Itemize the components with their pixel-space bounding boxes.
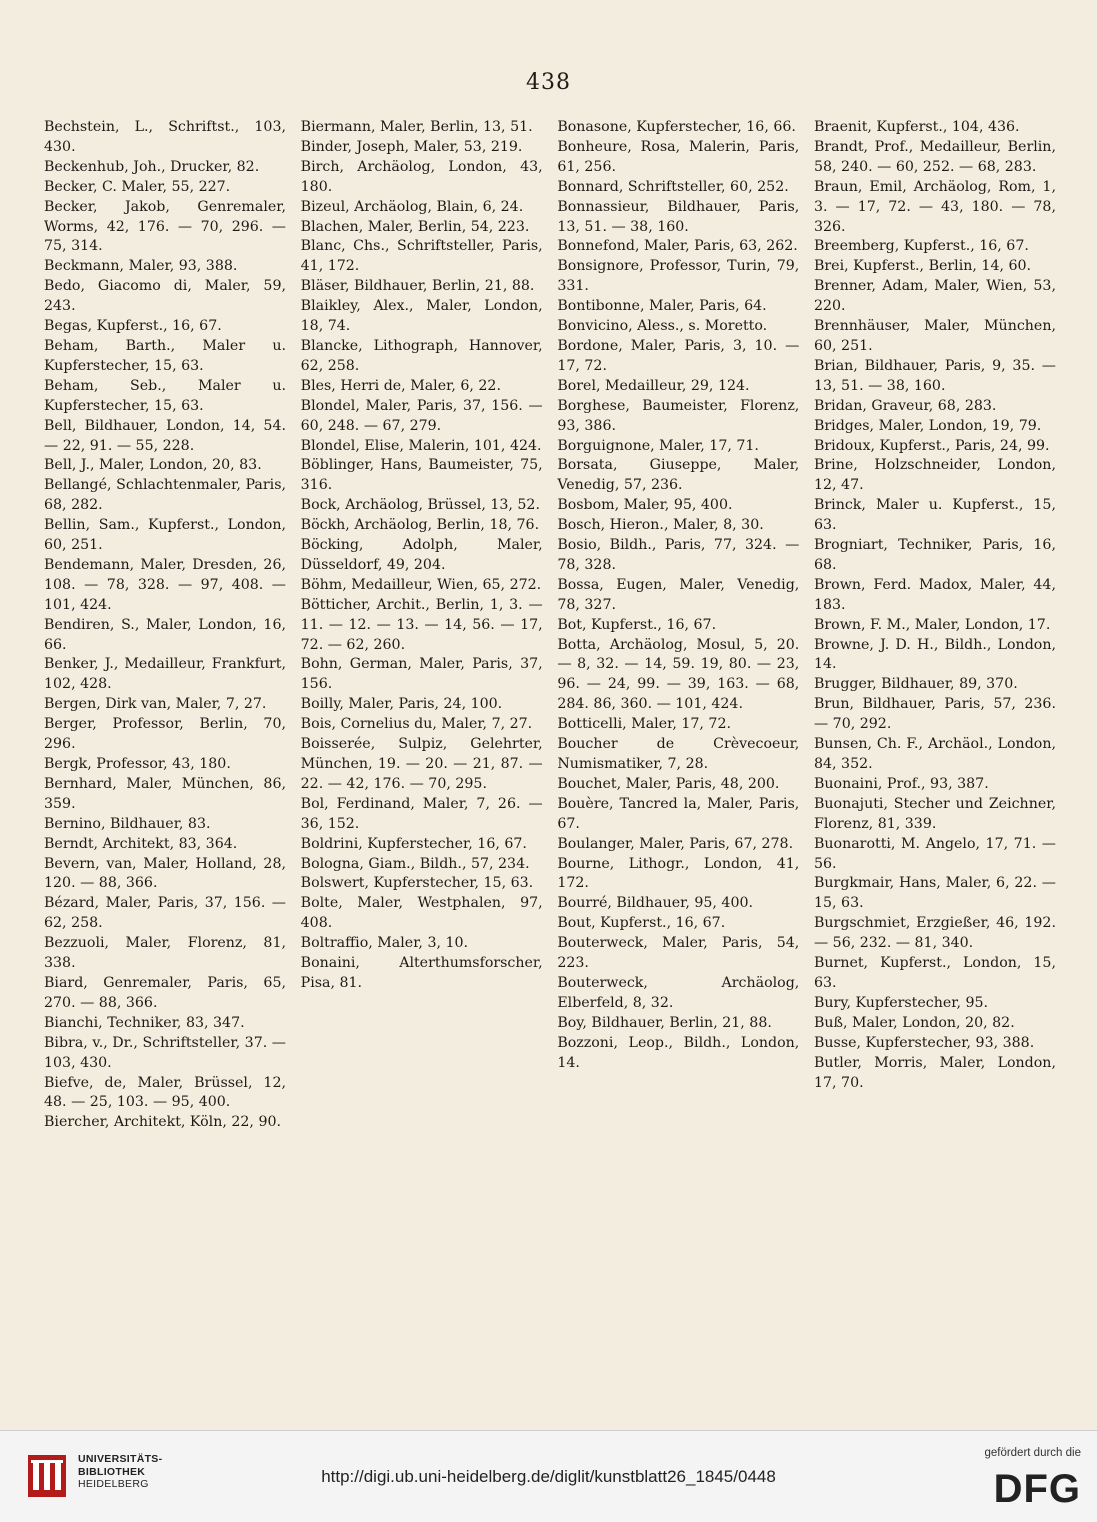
index-entry: Bizeul, Archäolog, Blain, 6, 24. [300, 198, 524, 215]
index-entry: Bonasone, Kupferstecher, 16, 66. [557, 119, 796, 135]
index-entry: Bergk, Professor, 43, 180. [44, 756, 231, 772]
index-entry: Bézard, Maler, Paris, 37, 156. — 62, 258. [44, 895, 286, 932]
index-entry: Bonvicino, Aless., s. Moretto. [557, 318, 768, 335]
index-entry: Benker, J., Medailleur, Frankfurt, 102, 428. [44, 656, 286, 693]
index-entry: Bell, Bildhauer, London, 14, 54. — 22, 91. — 55, 228. [44, 417, 286, 454]
index-entry: Butler, Morris, Maler, London, 17, 70. [813, 1054, 1056, 1091]
index-entry: Brun, Bildhauer, Paris, 57, 236. — 70, 292. [813, 696, 1056, 733]
index-entry: Bridges, Maler, London, 19, 79. [813, 417, 1042, 434]
index-entry: Boucher de Crèvecoeur, Numismatiker, 7, 28. [557, 736, 800, 772]
index-entry: Bourne, Lithogr., London, 41, 172. [557, 855, 800, 892]
index-entry: Blachen, Maler, Berlin, 54, 223. [300, 218, 530, 235]
index-entry: Braenit, Kupferst., 104, 436. [813, 119, 1020, 135]
index-entry: Blancke, Lithograph, Hannover, 62, 258. [300, 337, 543, 374]
index-entry: Burgkmair, Hans, Maler, 6, 22. — 15, 63. [813, 875, 1056, 912]
dfg-logo: DFG [993, 1467, 1081, 1511]
index-entry: Bonaini, Alterthumsforscher, Pisa, 81. [300, 955, 543, 991]
index-entry: Bevern, van, Maler, Holland, 28, 120. — 88, 366. [44, 855, 286, 892]
index-entry: Biercher, Architekt, Köln, 22, 90. [44, 1114, 282, 1131]
index-entry: Brian, Bildhauer, Paris, 9, 35. — 13, 51. — 38, 160. [813, 357, 1056, 394]
index-entry: Bridoux, Kupferst., Paris, 24, 99. [813, 437, 1050, 454]
index-entry: Buonarotti, M. Angelo, 17, 71. — 56. [813, 835, 1056, 872]
sponsor-caption: gefördert durch die [984, 1447, 1081, 1459]
index-entry: Bechstein, L., Schriftst., 103, 430. [44, 119, 286, 155]
index-entry: Bergen, Dirk van, Maler, 7, 27. [44, 696, 267, 713]
index-entry: Bouchet, Maler, Paris, 48, 200. [557, 775, 780, 792]
index-entry: Beckmann, Maler, 93, 388. [44, 258, 238, 275]
index-entry: Bedo, Giacomo di, Maler, 59, 243. [44, 278, 286, 315]
permalink-url[interactable]: http://digi.ub.uni-heidelberg.de/diglit/kunstblatt26_1845/0448 [321, 1467, 776, 1486]
index-entry: Bol, Ferdinand, Maler, 7, 26. — 36, 152. [300, 795, 543, 832]
index-entry: Bolte, Maler, Westphalen, 97, 408. [300, 895, 543, 932]
index-column-3 [557, 118, 799, 1418]
index-entry: Brandt, Prof., Medailleur, Berlin, 58, 240. — 60, 252. — 68, 283. [813, 138, 1056, 175]
index-entry: Böcking, Adolph, Maler, Düsseldorf, 49, 204. [300, 537, 543, 573]
index-entry: Bendiren, S., Maler, London, 16, 66. [44, 616, 286, 653]
index-entry: Brennhäuser, Maler, München, 60, 251. [813, 318, 1056, 354]
index-entry: Böckh, Archäolog, Berlin, 18, 76. [300, 517, 540, 534]
index-entry: Biermann, Maler, Berlin, 13, 51. [300, 119, 533, 135]
index-entry: Borel, Medailleur, 29, 124. [557, 377, 750, 394]
index-entry: Bläser, Bildhauer, Berlin, 21, 88. [300, 278, 535, 295]
index-entry: Beckenhub, Joh., Drucker, 82. [44, 158, 260, 175]
index-entry: Boltraffio, Maler, 3, 10. [300, 935, 469, 952]
index-entry: Biard, Genremaler, Paris, 65, 270. — 88, 366. [44, 974, 286, 1011]
index-entry: Bordone, Maler, Paris, 3, 10. — 17, 72. [557, 337, 800, 374]
index-entry: Blanc, Chs., Schriftsteller, Paris, 41, 172. [300, 238, 543, 275]
index-entry: Bernino, Bildhauer, 83. [44, 815, 211, 832]
index-entry: Bock, Archäolog, Brüssel, 13, 52. [300, 497, 540, 514]
index-columns [44, 118, 1056, 1418]
page-number: 438 [526, 70, 571, 95]
index-entry: Bonnefond, Maler, Paris, 63, 262. [557, 238, 798, 255]
index-entry: Buonaini, Prof., 93, 387. [813, 775, 989, 792]
index-column-2 [301, 118, 543, 1418]
index-entry: Bouterweck, Archäolog, Elberfeld, 8, 32. [557, 974, 800, 1011]
index-entry: Berndt, Architekt, 83, 364. [44, 835, 238, 852]
index-entry: Browne, J. D. H., Bildh., London, 14. [813, 636, 1056, 673]
index-entry: Bosbom, Maler, 95, 400. [557, 497, 733, 514]
index-entry: Brogniart, Techniker, Paris, 16, 68. [813, 537, 1056, 573]
index-entry: Boulanger, Maler, Paris, 67, 278. [557, 835, 794, 852]
index-entry: Brei, Kupferst., Berlin, 14, 60. [813, 258, 1032, 275]
index-entry: Blondel, Elise, Malerin, 101, 424. [300, 437, 542, 454]
index-entry: Boldrini, Kupferstecher, 16, 67. [300, 835, 527, 852]
index-entry: Burgschmiet, Erzgießer, 46, 192. — 56, 232. — 81, 340. [813, 915, 1056, 952]
index-entry: Bonsignore, Professor, Turin, 79, 331. [557, 258, 800, 295]
index-entry: Bles, Herri de, Maler, 6, 22. [300, 377, 501, 394]
index-entry: Blaikley, Alex., Maler, London, 18, 74. [300, 298, 543, 335]
index-entry: Berger, Professor, Berlin, 70, 296. [44, 716, 286, 753]
index-entry: Bellin, Sam., Kupferst., London, 60, 251. [44, 517, 286, 554]
index-entry: Bellangé, Schlachtenmaler, Paris, 68, 282. [44, 477, 286, 514]
index-entry: Bouère, Tancred la, Maler, Paris, 67. [557, 795, 800, 832]
index-entry: Bonheure, Rosa, Malerin, Paris, 61, 256. [557, 138, 800, 175]
index-entry: Botticelli, Maler, 17, 72. [557, 716, 731, 733]
index-entry: Bernhard, Maler, München, 86, 359. [44, 775, 286, 812]
institution-line-3: HEIDELBERG [78, 1478, 149, 1490]
index-entry: Boisserée, Sulpiz, Gelehrter, München, 19. — 20. — 21, 87. — 22. — 42, 176. — 70, 295. [300, 736, 543, 792]
index-entry: Bell, J., Maler, London, 20, 83. [44, 457, 262, 474]
index-entry: Busse, Kupferstecher, 93, 388. [813, 1034, 1035, 1051]
index-entry: Blondel, Maler, Paris, 37, 156. — 60, 248. — 67, 279. [300, 397, 543, 434]
index-entry: Bridan, Graveur, 68, 283. [813, 397, 997, 414]
index-entry: Borsata, Giuseppe, Maler, Venedig, 57, 236. [557, 457, 800, 494]
index-entry: Biefve, de, Maler, Brüssel, 12, 48. — 25, 103. — 95, 400. [44, 1074, 286, 1111]
index-entry: Buß, Maler, London, 20, 82. [813, 1014, 1015, 1031]
index-entry: Brinck, Maler u. Kupferst., 15, 63. [813, 497, 1056, 534]
index-entry: Bot, Kupferst., 16, 67. [557, 616, 717, 633]
index-entry: Bendemann, Maler, Dresden, 26, 108. — 78, 328. — 97, 408. — 101, 424. [44, 556, 286, 613]
index-entry: Brine, Holzschneider, London, 12, 47. [813, 457, 1056, 494]
index-entry: Bötticher, Archit., Berlin, 1, 3. — 11. — 12. — 13. — 14, 56. — 17, 72. — 62, 260. [300, 596, 543, 653]
index-entry: Böblinger, Hans, Baumeister, 75, 316. [300, 457, 543, 494]
index-entry: Burnet, Kupferst., London, 15, 63. [813, 955, 1056, 991]
institution-line-2: BIBLIOTHEK [78, 1465, 146, 1478]
index-entry: Buonajuti, Stecher und Zeichner, Florenz, 81, 339. [813, 795, 1056, 832]
index-entry: Boy, Bildhauer, Berlin, 21, 88. [557, 1014, 772, 1031]
index-entry: Bonnard, Schriftsteller, 60, 252. [557, 178, 789, 195]
viewer-footer [0, 1430, 1097, 1522]
index-entry: Beham, Barth., Maler u. Kupferstecher, 15, 63. [44, 337, 286, 374]
institution-line-1: UNIVERSITÄTS- [78, 1453, 163, 1465]
index-entry: Begas, Kupferst., 16, 67. [44, 318, 222, 335]
index-entry: Breemberg, Kupferst., 16, 67. [813, 238, 1029, 255]
index-entry: Bibra, v., Dr., Schriftsteller, 37. — 103, 430. [44, 1034, 286, 1071]
index-entry: Bossa, Eugen, Maler, Venedig, 78, 327. [557, 576, 800, 613]
index-entry: Brugger, Bildhauer, 89, 370. [813, 676, 1018, 693]
index-entry: Bunsen, Ch. F., Archäol., London, 84, 352. [813, 736, 1056, 772]
index-entry: Becker, C. Maler, 55, 227. [44, 178, 231, 195]
index-entry: Braun, Emil, Archäolog, Rom, 1, 3. — 17, 72. — 43, 180. — 78, 326. [813, 178, 1056, 235]
index-entry: Birch, Archäolog, London, 43, 180. [300, 158, 543, 195]
index-entry: Bohn, German, Maler, Paris, 37, 156. [300, 656, 543, 693]
index-entry: Bury, Kupferstecher, 95. [813, 994, 989, 1011]
index-entry: Bolswert, Kupferstecher, 15, 63. [300, 875, 534, 892]
index-entry: Bourré, Bildhauer, 95, 400. [557, 895, 754, 912]
index-entry: Bosio, Bildh., Paris, 77, 324. — 78, 328. [557, 537, 800, 573]
index-entry: Binder, Joseph, Maler, 53, 219. [300, 138, 523, 155]
index-entry: Brown, F. M., Maler, London, 17. [813, 616, 1051, 633]
index-entry: Borguignone, Maler, 17, 71. [557, 437, 759, 454]
index-entry: Becker, Jakob, Genremaler, Worms, 42, 176. — 70, 296. — 75, 314. [44, 198, 286, 255]
index-entry: Bologna, Giam., Bildh., 57, 234. [300, 855, 530, 872]
index-entry: Bout, Kupferst., 16, 67. [557, 915, 726, 932]
index-entry: Bois, Cornelius du, Maler, 7, 27. [300, 716, 533, 733]
index-entry: Beham, Seb., Maler u. Kupferstecher, 15, 63. [44, 377, 286, 414]
index-entry: Bontibonne, Maler, Paris, 64. [557, 298, 767, 315]
index-entry: Borghese, Baumeister, Florenz, 93, 386. [557, 397, 800, 434]
index-entry: Bianchi, Techniker, 83, 347. [44, 1014, 245, 1031]
index-entry: Bonnassieur, Bildhauer, Paris, 13, 51. — 38, 160. [557, 198, 800, 235]
index-entry: Boilly, Maler, Paris, 24, 100. [300, 696, 503, 713]
index-entry: Brenner, Adam, Maler, Wien, 53, 220. [813, 278, 1056, 315]
index-column-1 [44, 118, 286, 1418]
index-entry: Brown, Ferd. Madox, Maler, 44, 183. [813, 576, 1056, 613]
index-column-4 [814, 118, 1056, 1418]
index-entry: Bosch, Hieron., Maler, 8, 30. [557, 517, 764, 534]
index-entry: Bezzuoli, Maler, Florenz, 81, 338. [44, 935, 286, 972]
index-entry: Bouterweck, Maler, Paris, 54, 223. [557, 935, 800, 972]
index-entry: Böhm, Medailleur, Wien, 65, 272. [300, 576, 542, 593]
index-entry: Bozzoni, Leop., Bildh., London, 14. [557, 1034, 800, 1071]
index-entry: Botta, Archäolog, Mosul, 5, 20. — 8, 32. — 14, 59. 19, 80. — 23, 96. — 24, 99. — 39, 163. — 68, 284. 86, 360. — 101, 424. [557, 636, 800, 713]
